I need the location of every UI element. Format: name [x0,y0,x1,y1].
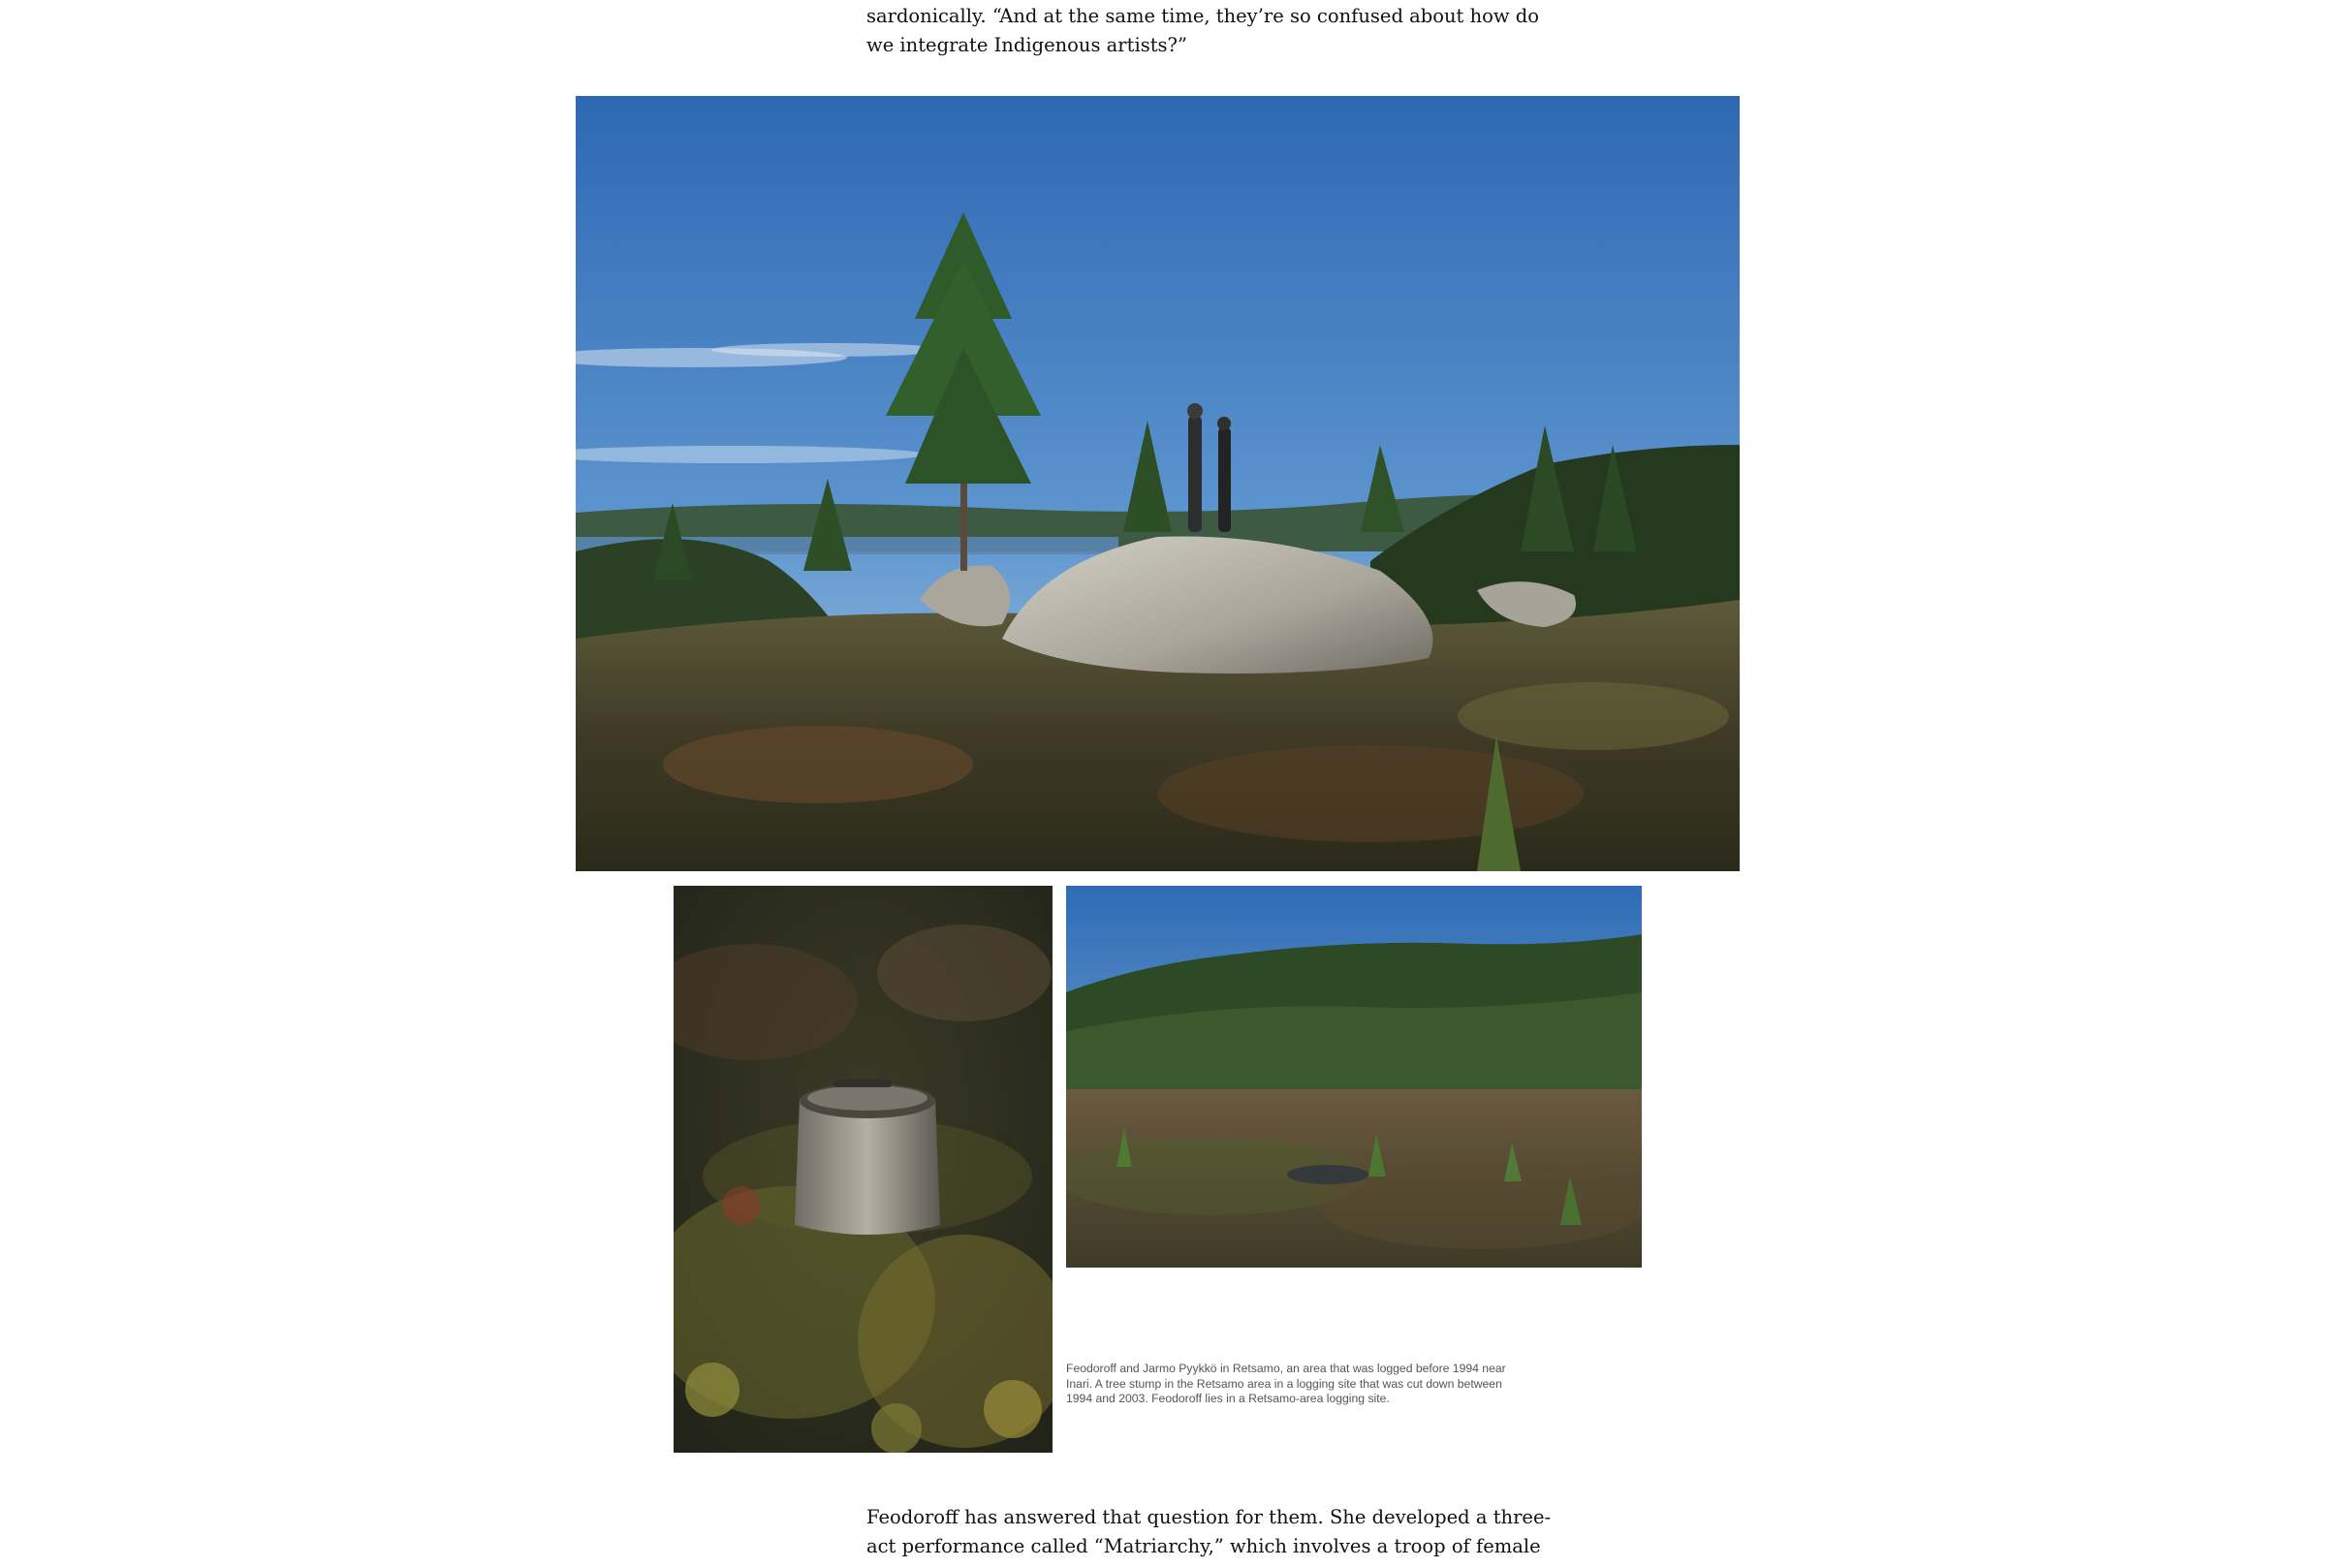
paragraph-line: sardonically. “And at the same time, they’re so confused about how do [866,5,1539,27]
article-paragraph-top [866,2,1539,60]
logging-site-photo-icon [1066,886,1642,1268]
article-paragraph-bottom [866,1503,1552,1561]
tree-stump-photo-icon [674,886,1053,1453]
paragraph-line: act performance called “Matriarchy,” which involves a troop of female [866,1535,1541,1557]
main-landscape-photo[interactable] [576,96,1740,871]
caption-line: Feodoroff and Jarmo Pyykkö in Retsamo, an area that was logged before 1994 near [1066,1362,1506,1375]
caption-line: 1994 and 2003. Feodoroff lies in a Retsamo-area logging site. [1066,1392,1390,1405]
tree-stump-photo[interactable] [674,886,1053,1453]
caption-line: Inari. A tree stump in the Retsamo area in a logging site that was cut down between [1066,1376,1502,1391]
paragraph-line: Feodoroff has answered that question for them. She developed a three- [866,1506,1552,1528]
landscape-photo-icon [576,96,1740,871]
logging-site-photo[interactable] [1066,886,1642,1268]
paragraph-line: we integrate Indigenous artists?” [866,34,1187,56]
photo-caption [1066,1362,1522,1407]
